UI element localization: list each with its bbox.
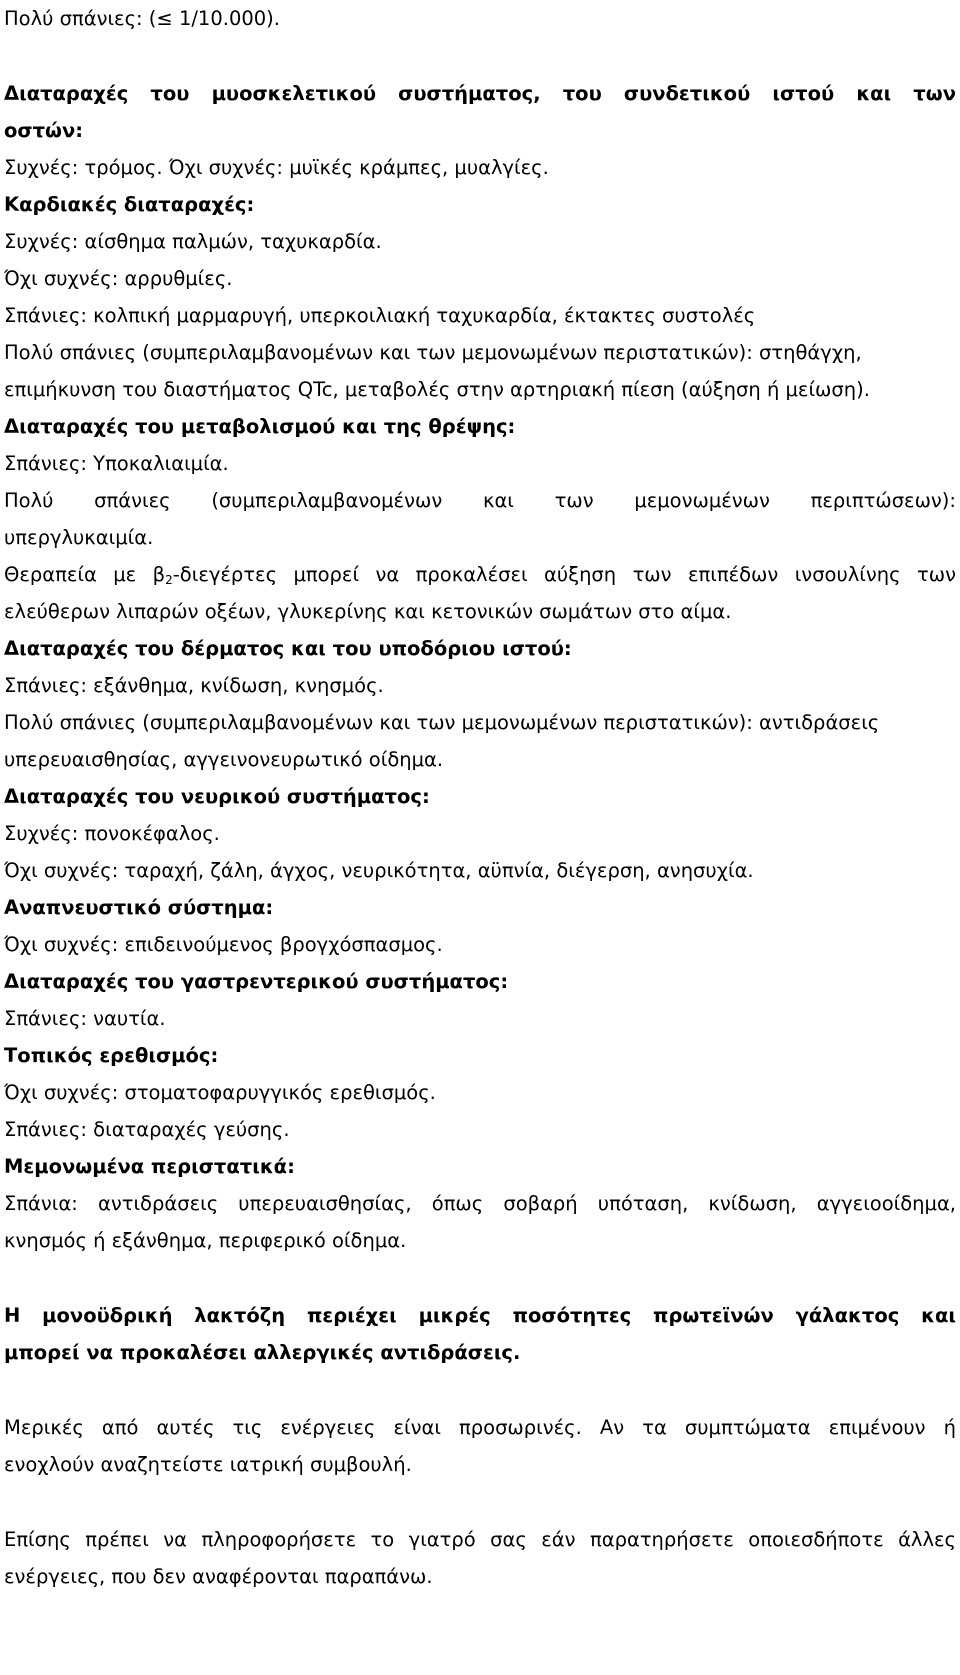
cardiac-rare: Σπάνιες: κολπική μαρμαρυγή, υπερκοιλιακή ταχυκαρδία, έκτακτες συστολές — [4, 304, 756, 327]
beta2-therapy-note: Θεραπεία με $\beta_2$-διεγέρτες μπορεί να προκαλέσει αύξηση των επιπέδων ινσουλίνης των — [4, 563, 956, 587]
section-heading-metabolism: Διαταραχές του μεταβολισμού και της θρέψης: — [4, 415, 516, 438]
metabolism-very-rare: Πολύ σπάνιες (συμπεριλαμβανομένων και των μεμονωμένων περιπτώσεων): — [4, 489, 956, 512]
inform-doctor-paragraph-cont: ενέργειες, που δεν αναφέρονται παραπάνω. — [4, 1565, 433, 1588]
skin-rare: Σπάνιες: εξάνθημα, κνίδωση, κνησμός. — [4, 674, 384, 697]
subscript-2: 2 — [165, 573, 173, 587]
section-heading-skin: Διαταραχές του δέρματος και του υποδόριου ιστού: — [4, 637, 572, 660]
inform-doctor-paragraph: Επίσης πρέπει να πληροφορήσετε το γιατρό σας εάν παρατηρήσετε οποιεσδήποτε άλλες — [4, 1528, 956, 1551]
advice-paragraph: Μερικές από αυτές τις ενέργειες είναι προσωρινές. Αν τα συμπτώματα επιμένουν ή — [4, 1416, 956, 1439]
spacer — [4, 1371, 956, 1409]
skin-very-rare: Πολύ σπάνιες (συμπεριλαμβανομένων και των μεμονωμένων περιστατικών): αντιδράσεις — [4, 711, 880, 734]
isolated-cases-text: Σπάνια: αντιδράσεις υπερευαισθησίας, όπως σοβαρή υπόταση, κνίδωση, αγγειοοίδημα, — [4, 1192, 956, 1215]
cardiac-uncommon: Όχι συχνές: αρρυθμίες. — [4, 267, 233, 290]
metabolism-very-rare-cont: υπεργλυκαιμία. — [4, 526, 154, 549]
gastrointestinal-rare: Σπάνιες: ναυτία. — [4, 1007, 166, 1030]
spacer — [4, 1259, 956, 1297]
advice-paragraph-cont: ενοχλούν αναζητείστε ιατρική συμβουλή. — [4, 1453, 412, 1476]
section-heading-isolated-cases: Μεμονωμένα περιστατικά: — [4, 1155, 295, 1178]
musculoskeletal-effects: Συχνές: τρόμος. Όχι συχνές: μυϊκές κράμπες, μυαλγίες. — [4, 156, 549, 179]
local-irritation-uncommon: Όχι συχνές: στοματοφαρυγγικός ερεθισμός. — [4, 1081, 436, 1104]
leaflet-page — [4, 0, 956, 1595]
beta2-therapy-note-cont: ελεύθερων λιπαρών οξέων, γλυκερίνης και κετονικών σωμάτων στο αίμα. — [4, 600, 732, 623]
lactose-warning-cont: μπορεί να προκαλέσει αλλεργικές αντιδράσεις. — [4, 1341, 521, 1364]
skin-very-rare-cont: υπερευαισθησίας, αγγεινονευρωτικό οίδημα. — [4, 748, 444, 771]
section-heading-cardiac: Καρδιακές διαταραχές: — [4, 193, 255, 216]
spacer — [4, 1483, 956, 1521]
section-heading-respiratory: Αναπνευστικό σύστημα: — [4, 896, 274, 919]
cardiac-common: Συχνές: αίσθημα παλμών, ταχυκαρδία. — [4, 230, 382, 253]
cardiac-very-rare-cont: επιμήκυνση του διαστήματος QTc, μεταβολές στην αρτηριακή πίεση (αύξηση ή μείωση). — [4, 378, 870, 401]
section-heading-local-irritation: Τοπικός ερεθισμός: — [4, 1044, 219, 1067]
section-heading-musculoskeletal-cont: οστών: — [4, 119, 84, 142]
frequency-line: Πολύ σπάνιες: (≤ 1/10.000). — [4, 7, 280, 30]
isolated-cases-text-cont: κνησμός ή εξάνθημα, περιφερικό οίδημα. — [4, 1229, 407, 1252]
section-heading-musculoskeletal: Διαταραχές του μυοσκελετικού συστήματος, του συνδετικού ιστού και των — [4, 82, 956, 105]
respiratory-uncommon: Όχι συχνές: επιδεινούμενος βρογχόσπασμος. — [4, 933, 443, 956]
metabolism-rare: Σπάνιες: Υποκαλιαιμία. — [4, 452, 229, 475]
cardiac-very-rare: Πολύ σπάνιες (συμπεριλαμβανομένων και των μεμονωμένων περιστατικών): στηθάγχη, — [4, 341, 862, 364]
local-irritation-rare: Σπάνιες: διαταραχές γεύσης. — [4, 1118, 290, 1141]
nervous-common: Συχνές: πονοκέφαλος. — [4, 822, 220, 845]
spacer — [4, 37, 956, 75]
lactose-warning: Η μονοϋδρική λακτόζη περιέχει μικρές ποσότητες πρωτεϊνών γάλακτος και — [4, 1304, 956, 1327]
nervous-uncommon: Όχι συχνές: ταραχή, ζάλη, άγχος, νευρικότητα, αϋπνία, διέγερση, ανησυχία. — [4, 859, 754, 882]
section-heading-gastrointestinal: Διαταραχές του γαστρεντερικού συστήματος: — [4, 970, 509, 993]
section-heading-nervous: Διαταραχές του νευρικού συστήματος: — [4, 785, 430, 808]
